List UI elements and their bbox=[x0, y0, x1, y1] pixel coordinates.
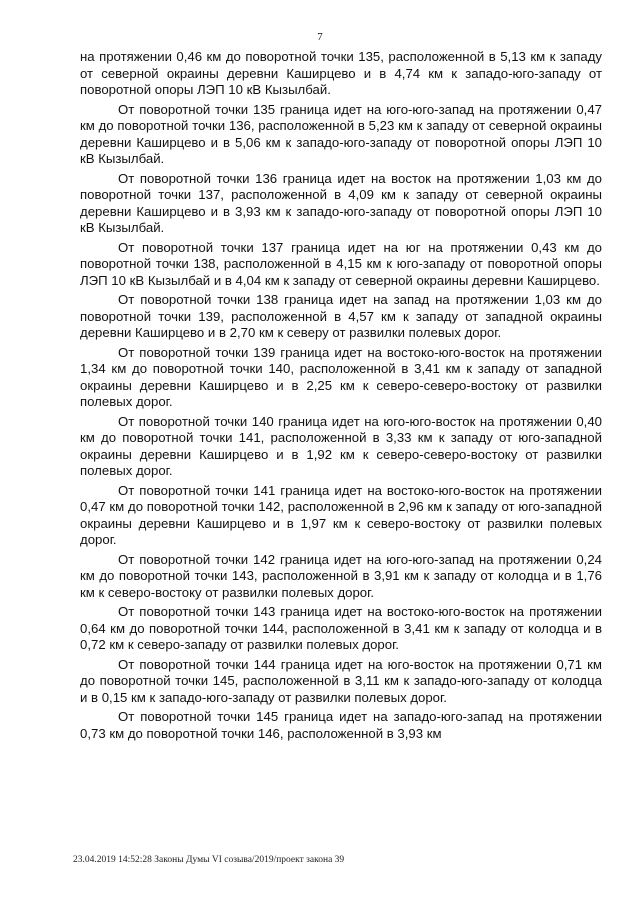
paragraph: От поворотной точки 144 граница идет на юго-восток на протяжении 0,71 км до поворотной точки 145, расположенной в 3,11 км к западо-юго-западу от колодца и в 0,15 км к западо-юго-западу от развилки полевых дорог. bbox=[80, 656, 602, 705]
paragraph: От поворотной точки 142 граница идет на юго-юго-запад на протяжении 0,24 км до поворотной точки 143, расположенной в 3,91 км к западу от колодца и в 1,76 км к северо-востоку от развилки полевых дорог. bbox=[80, 551, 602, 600]
paragraph: От поворотной точки 143 граница идет на востоко-юго-восток на протяжении 0,64 км до поворотной точки 144, расположенной в 3,41 км к западу от колодца и в 0,72 км к северо-западу от развилки полевых дорог. bbox=[80, 604, 602, 652]
paragraph: От поворотной точки 140 граница идет на юго-юго-восток на протяжении 0,40 км до поворотной точки 141, расположенной в 3,33 км к западу от юго-западной окраины деревни Каширцево и в 1,92 км к северо-северо-востоку от развилки полевых дорог. bbox=[80, 413, 602, 478]
body-text bbox=[80, 49, 602, 745]
paragraph: От поворотной точки 139 граница идет на востоко-юго-восток на протяжении 1,34 км до поворотной точки 140, расположенной в 3,41 км к западу от западной окраины деревни Каширцево и в 2,25 км к северо-северо-востоку от развилки полевых дорог. bbox=[80, 344, 602, 409]
paragraph: От поворотной точки 136 граница идет на восток на протяжении 1,03 км до поворотной точки 137, расположенной в 4,09 км к западу от северной окраины деревни Каширцево и в 3,93 км к западо-юго-западу от поворотной опоры ЛЭП 10 кВ Кызылбай. bbox=[80, 170, 602, 235]
paragraph: От поворотной точки 145 граница идет на западо-юго-запад на протяжении 0,73 км до поворотной точки 146, расположенной в 3,93 км bbox=[80, 709, 602, 741]
paragraph: От поворотной точки 137 граница идет на юг на протяжении 0,43 км до поворотной точки 138, расположенной в 4,15 км к юго-западу от поворотной опоры ЛЭП 10 кВ Кызылбай и в 4,04 км к западу от северной окраины деревни Каширцево. bbox=[80, 239, 602, 288]
page-number: 7 bbox=[317, 31, 323, 43]
paragraph: на протяжении 0,46 км до поворотной точки 135, расположенной в 5,13 км к западу от северной окраины деревни Каширцево и в 4,74 км к западо-юго-западу от поворотной опоры ЛЭП 10 кВ Кызылбай. bbox=[80, 49, 602, 97]
paragraph: От поворотной точки 141 граница идет на востоко-юго-восток на протяжении 0,47 км до поворотной точки 142, расположенной в 2,96 км к западу от юго-западной окраины деревни Каширцево и в 1,97 км к северо-востоку от развилки полевых дорог. bbox=[80, 482, 602, 547]
paragraph: От поворотной точки 138 граница идет на запад на протяжении 1,03 км до поворотной точки 139, расположенной в 4,57 км к западу от западной окраины деревни Каширцево и в 2,70 км к северу от развилки полевых дорог. bbox=[80, 292, 602, 340]
paragraph: От поворотной точки 135 граница идет на юго-юго-запад на протяжении 0,47 км до поворотной точки 136, расположенной в 5,23 км к западу от северной окраины деревни Каширцево и в 5,06 км к западо-юго-западу от поворотной опоры ЛЭП 10 кВ Кызылбай. bbox=[80, 101, 602, 166]
footer-stamp: 23.04.2019 14:52:28 Законы Думы VI созыва/2019/проект закона 39 bbox=[73, 855, 345, 865]
